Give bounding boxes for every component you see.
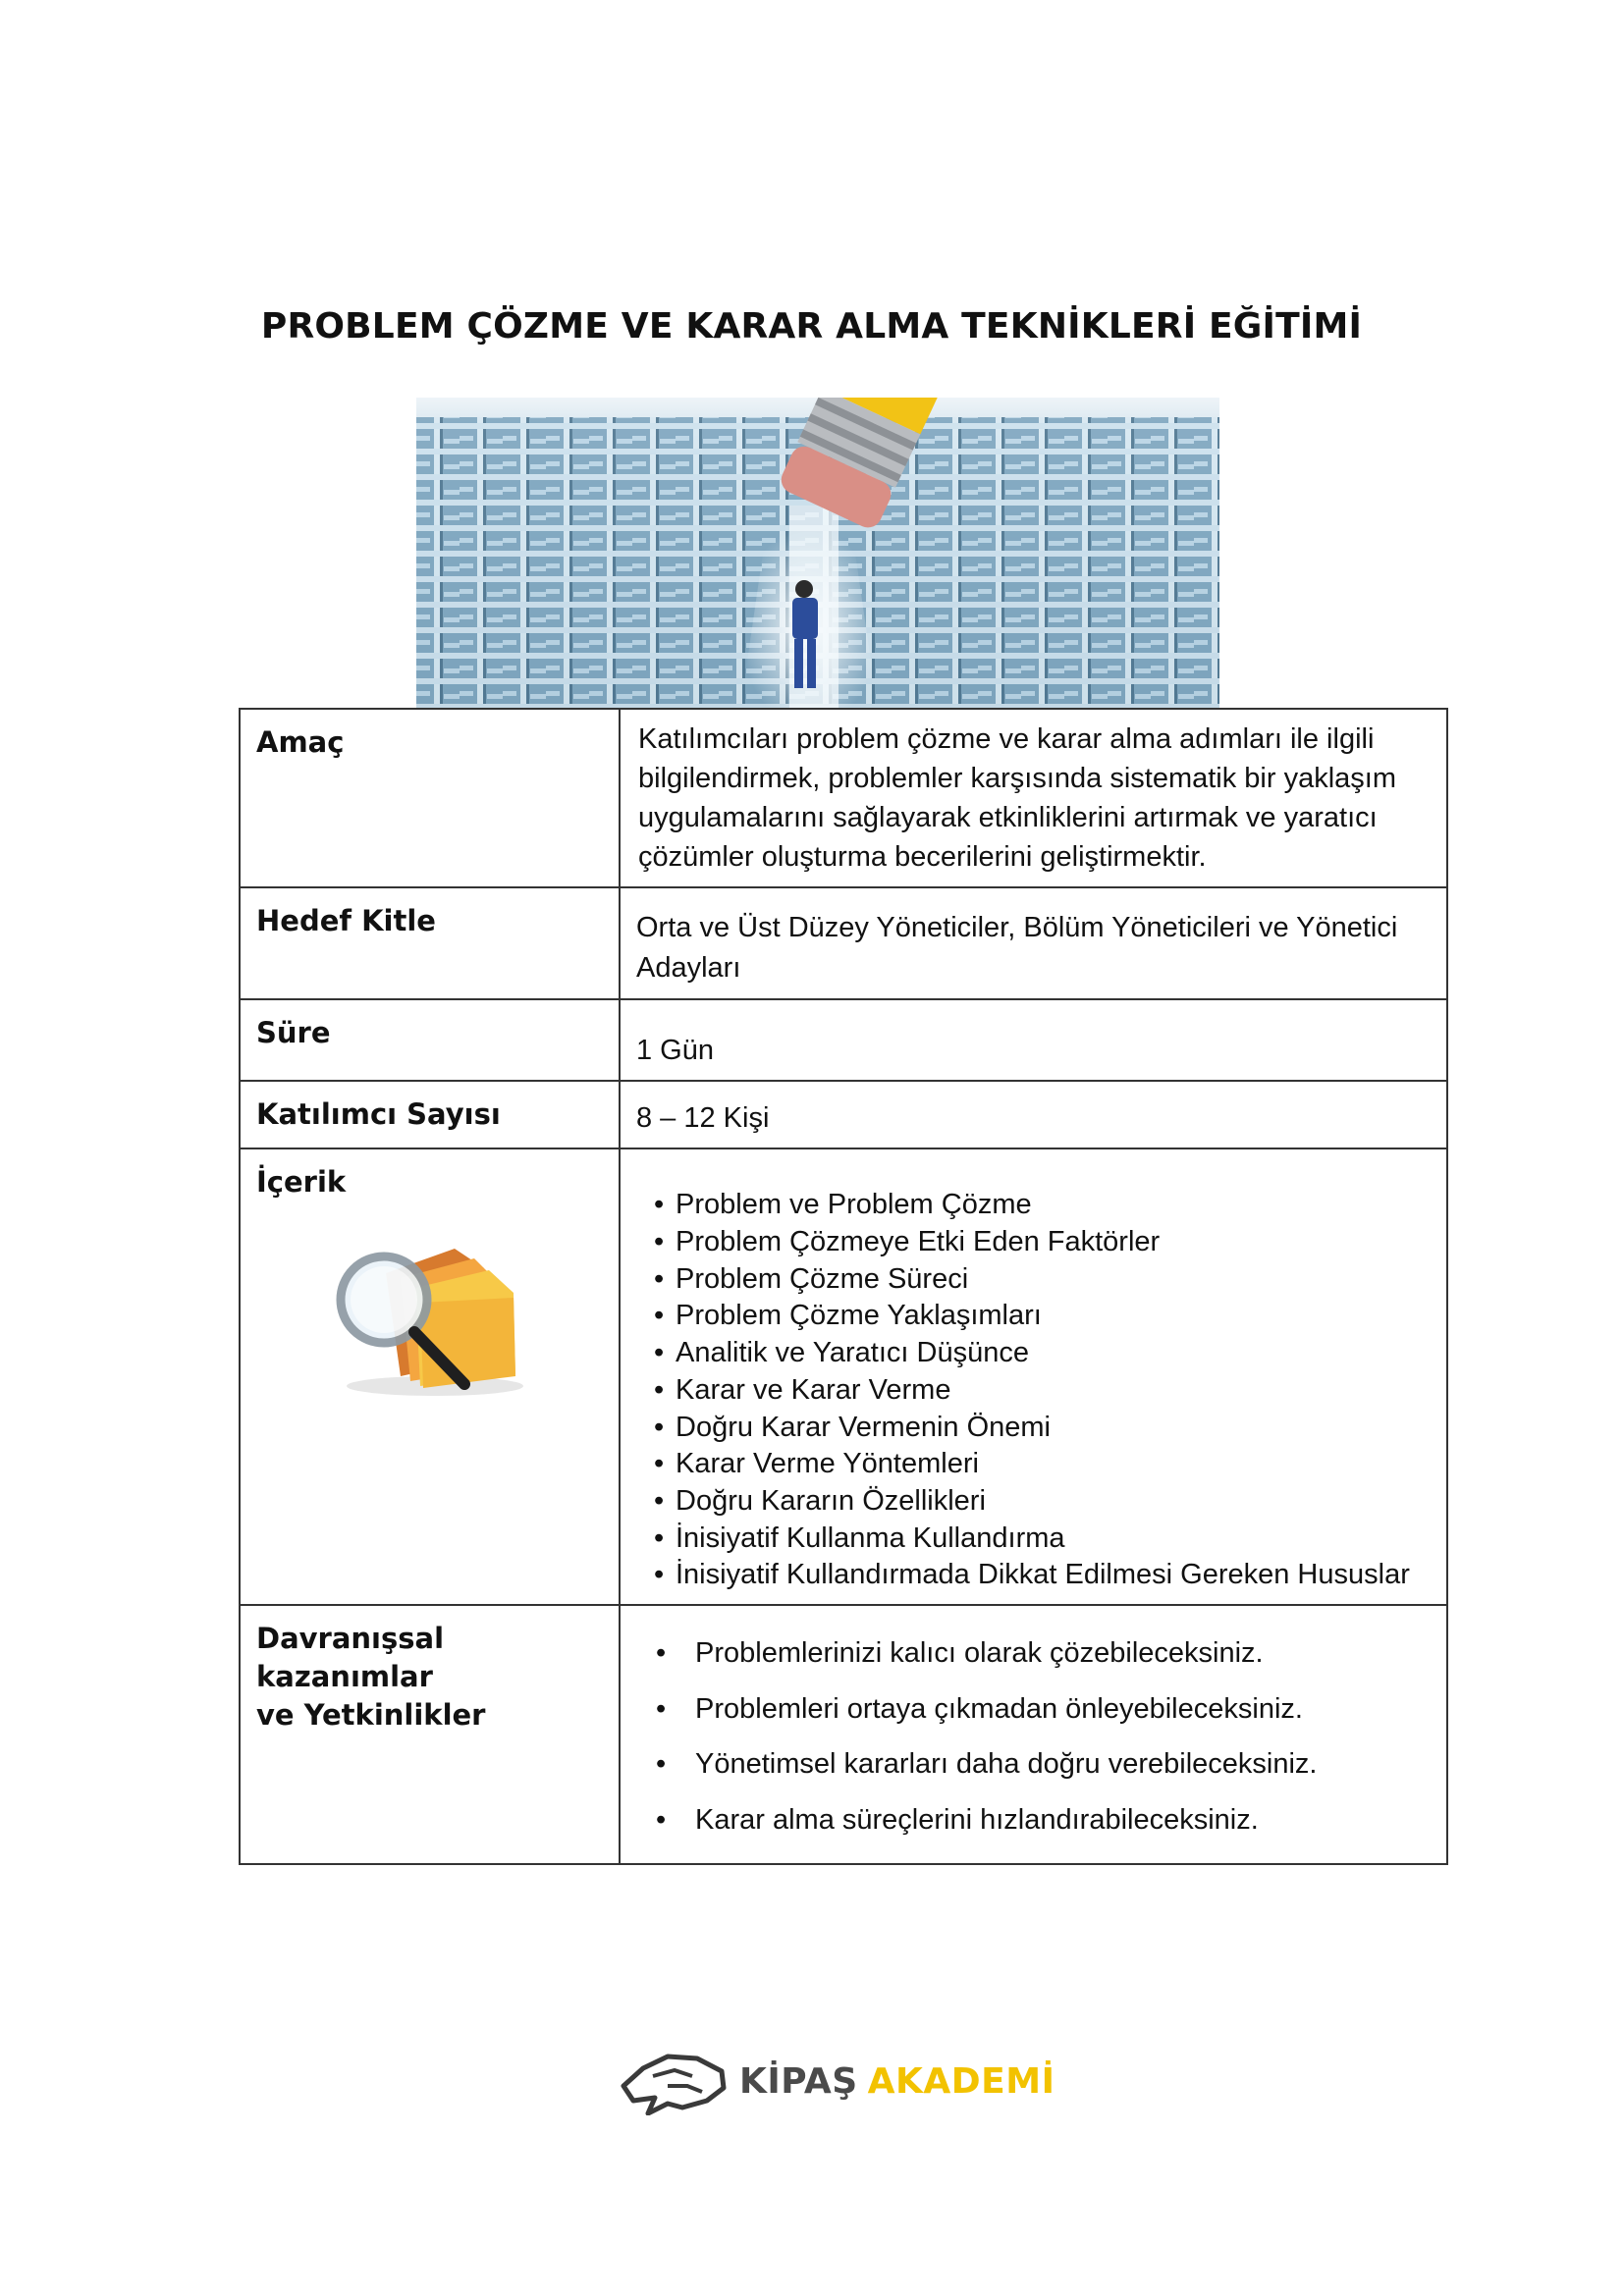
row-sure [240,999,1447,1081]
katilimci-label: Katılımcı Sayısı [240,1081,620,1148]
list-item: • İnisiyatif Kullandırmada Dikkat Edilmesi Gereken Hususlar [654,1557,1431,1594]
lion-head-icon [614,2047,731,2115]
hedef-kitle-label: Hedef Kitle [240,887,620,999]
page-title: PROBLEM ÇÖZME VE KARAR ALMA TEKNİKLERİ EĞİTİMİ [260,306,1363,347]
list-item: • Karar ve Karar Verme [654,1372,1431,1410]
list-item: • İnisiyatif Kullanma Kullandırma [654,1521,1431,1558]
kazanim-list [656,1626,1431,1847]
training-info-table [239,708,1448,1865]
logo-text-kipas: KİPAŞ [739,2060,858,2102]
sure-label: Süre [240,999,620,1081]
kipas-akademi-logo [614,2047,1055,2115]
row-hedef-kitle [240,887,1447,999]
row-kazanimlar [240,1605,1447,1864]
list-item: • Doğru Kararın Özellikleri [654,1483,1431,1521]
list-item: • Problem ve Problem Çözme [654,1187,1431,1224]
hedef-kitle-value: Orta ve Üst Düzey Yöneticiler, Bölüm Yöneticileri ve Yönetici Adayları [636,912,1398,984]
list-item: • Problem Çözme Süreci [654,1261,1431,1299]
katilimci-value: 8 – 12 Kişi [636,1102,770,1135]
list-item: • Karar Verme Yöntemleri [654,1446,1431,1483]
list-item: • Doğru Karar Vermenin Önemi [654,1410,1431,1447]
list-item: • Problemlerinizi kalıcı olarak çözebileceksiniz. [656,1626,1431,1682]
amac-value: Katılımcıları problem çözme ve karar alma adımları ile ilgili bilgilendirmek, problemler karşısında sistematik bir yaklaşım uygulamalarını sağlayarak etkinliklerini artırmak ve yaratıcı çözümler oluşturma becerilerini geliştirmektir. [638,723,1396,873]
maze-hero-image [416,398,1219,709]
icerik-label: İçerik [256,1165,347,1200]
list-item: • Problemleri ortaya çıkmadan önleyebileceksiniz. [656,1682,1431,1737]
row-icerik [240,1148,1447,1605]
kazanim-label-line1: Davranışsal kazanımlar [256,1622,445,1694]
list-item: • Problem Çözme Yaklaşımları [654,1298,1431,1335]
list-item: • Problem Çözmeye Etki Eden Faktörler [654,1224,1431,1261]
logo-text-akademi: AKADEMİ [867,2060,1055,2102]
kazanim-label-line2: ve Yetkinlikler [256,1698,486,1733]
row-amac [240,709,1447,887]
folder-magnifier-icon [327,1229,523,1401]
list-item: • Analitik ve Yaratıcı Düşünce [654,1335,1431,1372]
sure-value: 1 Gün [636,1035,714,1066]
list-item: • Yönetimsel kararları daha doğru verebileceksiniz. [656,1736,1431,1792]
icerik-list [654,1187,1431,1594]
list-item: • Karar alma süreçlerini hızlandırabileceksiniz. [656,1792,1431,1848]
row-katilimci [240,1081,1447,1148]
amac-label: Amaç [240,709,620,887]
